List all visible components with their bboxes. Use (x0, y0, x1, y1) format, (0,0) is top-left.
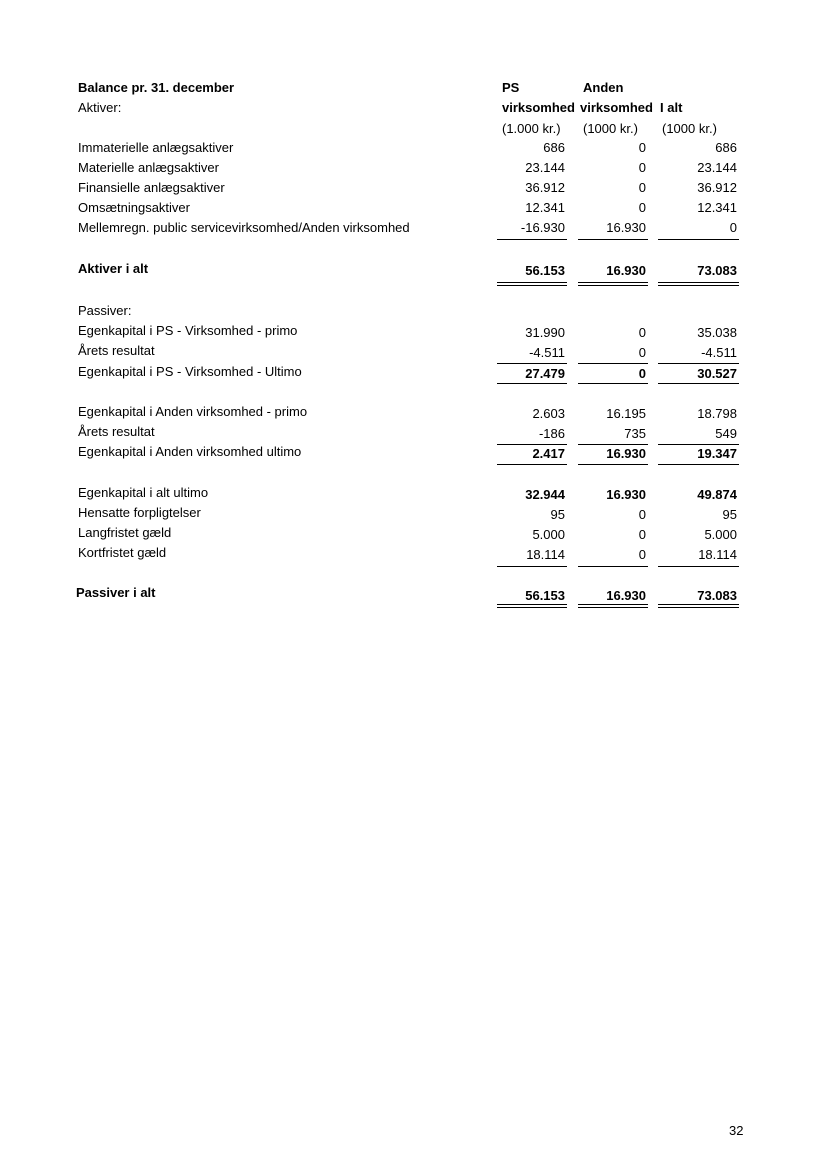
row-label: Årets resultat (78, 424, 155, 439)
aktiver-total-ialt: 73.083 (697, 263, 737, 278)
row-value-ialt: 19.347 (697, 446, 737, 461)
row-value-ialt: 12.341 (697, 200, 737, 215)
row-value-anden: 16.930 (606, 220, 646, 235)
row-value-ps: 5.000 (532, 527, 565, 542)
row-value-ps: -4.511 (529, 345, 565, 360)
row-value-anden: 0 (638, 366, 646, 381)
col3-unit: (1000 kr.) (662, 121, 717, 136)
row-value-ialt: 686 (715, 140, 737, 155)
row-value-ialt: 35.038 (697, 325, 737, 340)
passiver-total-ps: 56.153 (525, 588, 565, 603)
row-label: Materielle anlægsaktiver (78, 160, 219, 175)
row-value-ialt: 23.144 (697, 160, 737, 175)
row-value-anden: 0 (638, 160, 646, 175)
total-double-rule (578, 604, 648, 608)
row-value-ps: 18.114 (526, 547, 565, 562)
row-value-ps: -16.930 (520, 220, 565, 235)
col1-unit: (1.000 kr.) (502, 121, 561, 136)
subtotal-rule (578, 464, 648, 465)
row-label: Finansielle anlægsaktiver (78, 180, 225, 195)
row-value-ps: 36.912 (525, 180, 565, 195)
row-label: Hensatte forpligtelser (78, 505, 201, 520)
row-label: Årets resultat (78, 343, 155, 358)
row-value-anden: 0 (638, 200, 646, 215)
subtotal-rule (658, 444, 739, 445)
row-value-anden: 0 (638, 345, 646, 360)
col2-unit: (1000 kr.) (583, 121, 638, 136)
row-value-ps: 32.944 (525, 487, 565, 502)
page-number: 32 (729, 1123, 744, 1138)
row-value-ialt: 49.874 (697, 487, 737, 502)
row-value-anden: 0 (638, 325, 646, 340)
total-double-rule (497, 282, 567, 286)
subtotal-rule (658, 464, 739, 465)
aktiver-total-anden: 16.930 (606, 263, 646, 278)
subtotal-rule (497, 363, 567, 364)
row-value-ialt: 36.912 (697, 180, 737, 195)
total-double-rule (497, 604, 567, 608)
total-double-rule (658, 604, 739, 608)
row-label: Egenkapital i PS - Virksomhed - Ultimo (78, 364, 302, 379)
balance-title: Balance pr. 31. december (78, 80, 235, 95)
row-value-ps: 2.417 (532, 446, 565, 461)
row-label: Egenkapital i alt ultimo (78, 485, 209, 500)
passiver-heading: Passiver: (78, 303, 132, 318)
row-value-ps: -186 (538, 426, 565, 441)
row-label: Omsætningsaktiver (78, 200, 190, 215)
subtotal-rule (658, 363, 739, 364)
row-value-ps: 23.144 (525, 160, 565, 175)
row-label: Mellemregn. public servicevirksomhed/Anden virksomhed (78, 220, 410, 235)
row-value-ialt: 95 (722, 507, 737, 522)
subtotal-rule (658, 383, 739, 384)
col1-header-line1: PS (502, 80, 520, 95)
subtotal-rule (658, 239, 739, 240)
row-label: Immaterielle anlægsaktiver (78, 140, 234, 155)
col1-header-line2: virksomhed (502, 100, 575, 115)
col3-header-line2: I alt (660, 100, 683, 115)
row-value-ialt: -4.511 (701, 345, 737, 360)
row-value-ialt: 549 (715, 426, 737, 441)
row-value-anden: 0 (638, 527, 646, 542)
passiver-total-label: Passiver i alt (76, 585, 156, 600)
row-label: Egenkapital i PS - Virksomhed - primo (78, 323, 298, 338)
total-double-rule (578, 282, 648, 286)
row-value-ps: 27.479 (525, 366, 565, 381)
subtotal-rule (497, 566, 567, 567)
row-value-ialt: 0 (729, 220, 737, 235)
subtotal-rule (578, 566, 648, 567)
col2-header-line1: Anden (583, 80, 624, 95)
row-value-anden: 735 (624, 426, 646, 441)
row-value-anden: 0 (638, 507, 646, 522)
row-value-anden: 0 (638, 140, 646, 155)
row-value-ps: 2.603 (532, 406, 565, 421)
row-value-ps: 31.990 (525, 325, 565, 340)
col2-header-line2: virksomhed (580, 100, 653, 115)
row-value-ps: 95 (550, 507, 565, 522)
row-value-ps: 686 (543, 140, 565, 155)
aktiver-total-label: Aktiver i alt (78, 261, 149, 276)
total-double-rule (658, 282, 739, 286)
row-label: Langfristet gæld (78, 525, 172, 540)
subtotal-rule (578, 239, 648, 240)
row-label: Egenkapital i Anden virksomhed ultimo (78, 444, 302, 459)
subtotal-rule (578, 363, 648, 364)
subtotal-rule (578, 383, 648, 384)
subtotal-rule (578, 444, 648, 445)
subtotal-rule (497, 239, 567, 240)
row-value-ialt: 18.114 (698, 547, 737, 562)
subtotal-rule (497, 444, 567, 445)
aktiver-total-ps: 56.153 (525, 263, 565, 278)
subtotal-rule (658, 566, 739, 567)
aktiver-heading: Aktiver: (78, 100, 122, 115)
passiver-total-anden: 16.930 (606, 588, 646, 603)
row-value-anden: 16.195 (606, 406, 646, 421)
row-value-ialt: 30.527 (697, 366, 737, 381)
subtotal-rule (497, 383, 567, 384)
row-value-ialt: 5.000 (704, 527, 737, 542)
row-value-anden: 16.930 (606, 487, 646, 502)
subtotal-rule (497, 464, 567, 465)
row-label: Kortfristet gæld (78, 545, 167, 560)
row-label: Egenkapital i Anden virksomhed - primo (78, 404, 308, 419)
row-value-ps: 12.341 (525, 200, 565, 215)
row-value-anden: 16.930 (606, 446, 646, 461)
row-value-ialt: 18.798 (697, 406, 737, 421)
row-value-anden: 0 (638, 180, 646, 195)
passiver-total-ialt: 73.083 (697, 588, 737, 603)
row-value-anden: 0 (638, 547, 646, 562)
